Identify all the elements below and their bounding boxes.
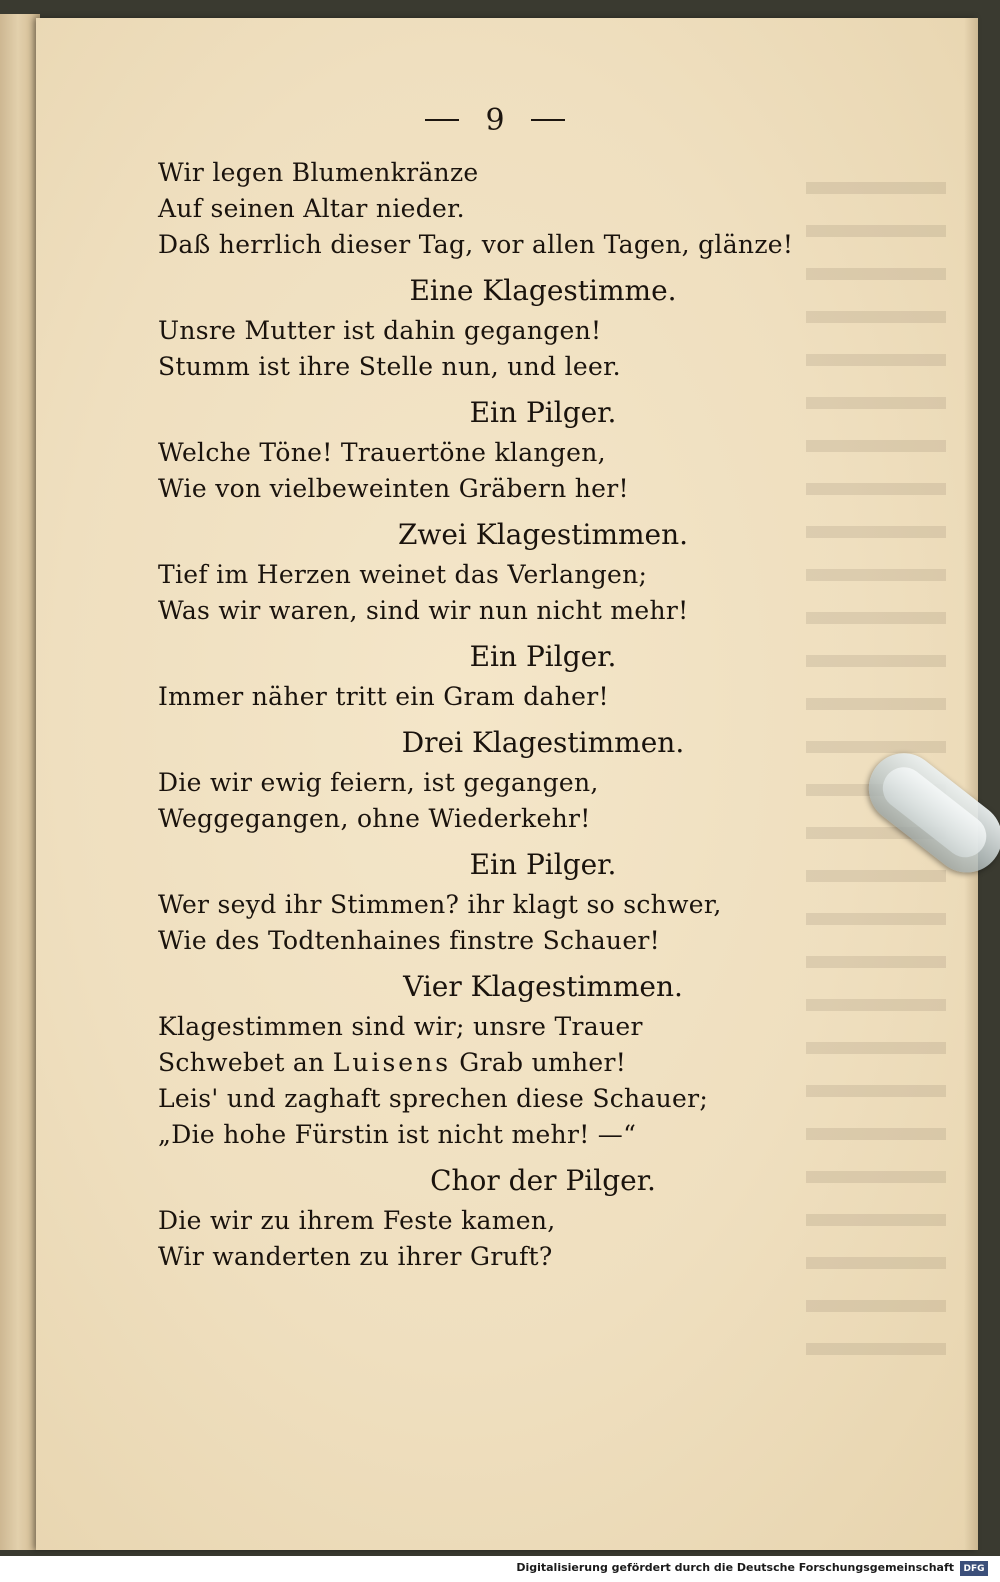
- speaker-heading: Ein Pilger.: [469, 640, 617, 673]
- verse-text: Grab umher!: [451, 1048, 627, 1077]
- verse-line: Wir legen Blumenkränze: [158, 158, 479, 187]
- verse-line: Tief im Herzen weinet das Verlangen;: [158, 560, 648, 589]
- page-number: 9: [485, 102, 505, 138]
- verse-line: Stumm ist ihre Stelle nun, und leer.: [158, 352, 621, 381]
- verse-line: Die wir ewig feiern, ist gegangen,: [158, 768, 599, 797]
- verse-line: Wie des Todtenhaines finstre Schauer!: [158, 926, 661, 955]
- verse-line: Immer näher tritt ein Gram daher!: [158, 682, 609, 711]
- digitization-footer: [0, 1556, 1000, 1582]
- verse-text: Schwebet an: [158, 1048, 333, 1077]
- speaker-heading: Ein Pilger.: [469, 848, 617, 881]
- verse-line: Welche Töne! Trauertöne klangen,: [158, 438, 606, 467]
- verse-line: Was wir waren, sind wir nun nicht mehr!: [158, 596, 689, 625]
- speaker-heading: Vier Klagestimmen.: [403, 970, 683, 1003]
- spaced-name: Luisens: [332, 1048, 452, 1077]
- footer-credit: Digitalisierung gefördert durch die Deutsche Forschungsgemeinschaft: [516, 1561, 954, 1574]
- dfg-logo: DFG: [960, 1561, 988, 1576]
- speaker-heading: Drei Klagestimmen.: [401, 726, 685, 759]
- speaker-heading: Ein Pilger.: [469, 396, 617, 429]
- verse-line: Leis' und zaghaft sprechen diese Schauer;: [158, 1084, 709, 1113]
- speaker-heading: Eine Klagestimme.: [409, 274, 677, 307]
- verse-line: Die wir zu ihrem Feste kamen,: [158, 1206, 556, 1235]
- verse-line: „Die hohe Fürstin ist nicht mehr! —“: [158, 1120, 637, 1149]
- speaker-heading: Zwei Klagestimmen.: [397, 518, 689, 551]
- verse-line: Wir wanderten zu ihrer Gruft?: [158, 1242, 553, 1271]
- verse-line: Wie von vielbeweinten Gräbern her!: [158, 474, 629, 503]
- verse-line: Klagestimmen sind wir; unsre Trauer: [158, 1012, 643, 1041]
- previous-page-edge: [0, 14, 40, 1550]
- dash-right: [531, 119, 565, 121]
- dash-left: [425, 119, 459, 121]
- verse-line: Wer seyd ihr Stimmen? ihr klagt so schwer,: [158, 890, 722, 919]
- speaker-heading: Chor der Pilger.: [430, 1164, 656, 1197]
- page-number-header: [390, 100, 600, 140]
- verse-line: Unsre Mutter ist dahin gegangen!: [158, 316, 602, 345]
- verse-line: Auf seinen Altar nieder.: [158, 194, 465, 223]
- poem-text: [158, 155, 818, 1275]
- verse-line: Weggegangen, ohne Wiederkehr!: [158, 804, 591, 833]
- verse-line: [158, 1045, 818, 1081]
- verse-line: Daß herrlich dieser Tag, vor allen Tagen, glänze!: [158, 230, 794, 259]
